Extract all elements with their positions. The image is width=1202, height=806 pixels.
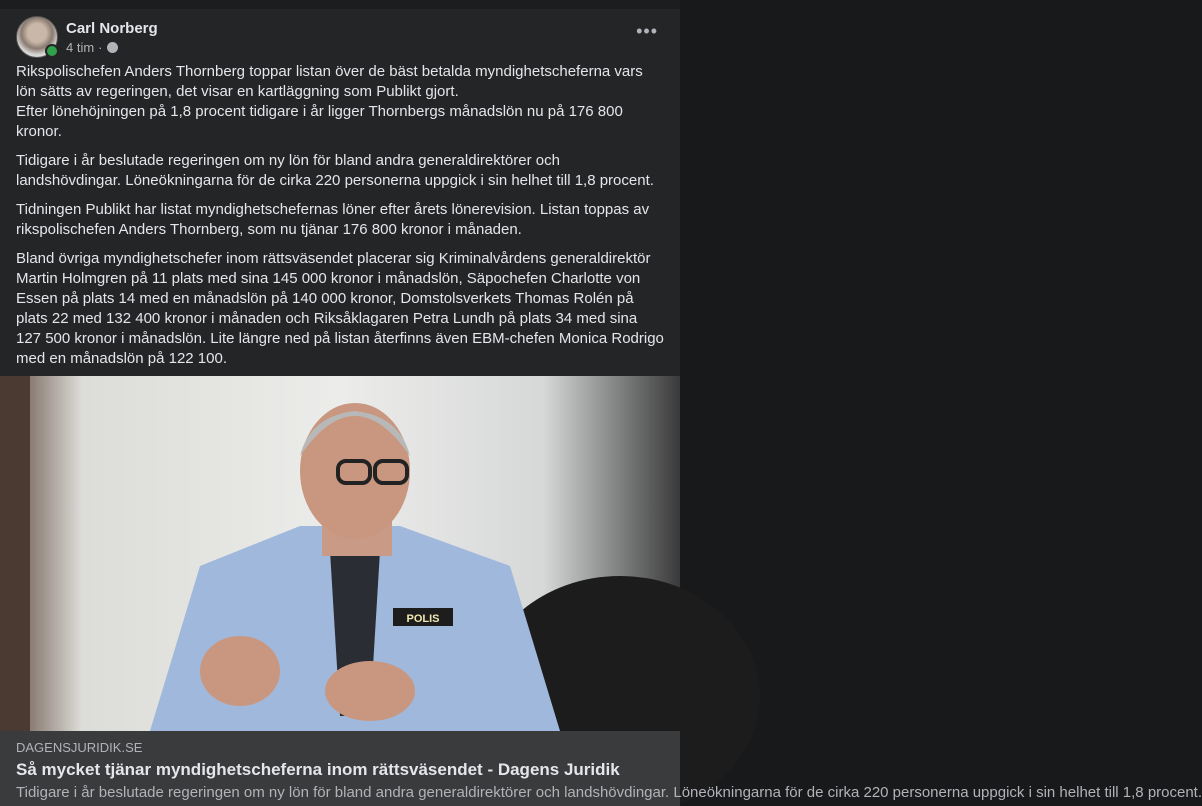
link-title[interactable]: Så mycket tjänar myndighetscheferna inom rättsväsendet - Dagens Juridik	[16, 760, 620, 779]
post-paragraph: Tidigare i år beslutade regeringen om ny lön för bland andra generaldirektörer och landshövdingar. Löneökningarna för de cirka 220 personerna uppgick i sin helhet till 1,8 procent.	[16, 152, 654, 189]
link-preview[interactable]	[0, 731, 1202, 806]
link-preview-image[interactable]	[0, 376, 680, 731]
separator: ·	[98, 39, 103, 55]
link-description: Tidigare i år beslutade regeringen om ny lön för bland andra generaldirektörer och landshövdingar. Löneökningarna för de cirka 220 personerna uppgick i sin helhet till 1,8 procent.	[16, 784, 1202, 801]
post-paragraph: Bland övriga myndighetschefer inom rättsväsendet placerar sig Kriminalvårdens generaldirektör Martin Holmgren på 11 plats med sina 145 000 kronor i månadslön, Säpochefen Charlotte von Essen på plats 14 med en månadslön på 140 000 kronor, Domstolsverkets Thomas Rolén på plats 22 med 132 400 kronor i månaden och Riksåklagaren Petra Lundh på plats 34 med sina 127 500 kronor i månadslön. Lite längre ned på listan återfinns även EBM-chefen Monica Rodrigo med en månadslön på 122 100.	[16, 250, 664, 367]
polis-badge: POLIS	[406, 613, 440, 625]
post-header	[16, 15, 158, 59]
link-domain: DAGENSJURIDIK.SE	[16, 740, 143, 755]
more-options-button[interactable]: •••	[636, 21, 658, 41]
post-paragraph: Rikspolischefen Anders Thornberg toppar listan över de bäst betalda myndighetscheferna vars lön sätts av regeringen, det visar en kartläggning som Publikt gjort. Efter lönehöjningen på 1,8 procent tidigare i år ligger Thornbergs månadslön nu på 176 800 kronor.	[16, 63, 643, 140]
post-time[interactable]: 4 tim	[66, 39, 95, 55]
author-name[interactable]: Carl Norberg	[66, 19, 158, 37]
post-paragraph: Tidningen Publikt har listat myndighetschefernas löner efter årets lönerevision. Listan toppas av rikspolischefen Anders Thornberg, som nu tjänar 176 800 kronor i månaden.	[16, 201, 650, 238]
police-chief-photo	[0, 376, 680, 731]
globe-icon	[107, 42, 118, 53]
online-status-icon	[45, 44, 59, 58]
post-text	[16, 62, 666, 378]
avatar[interactable]	[16, 16, 58, 58]
